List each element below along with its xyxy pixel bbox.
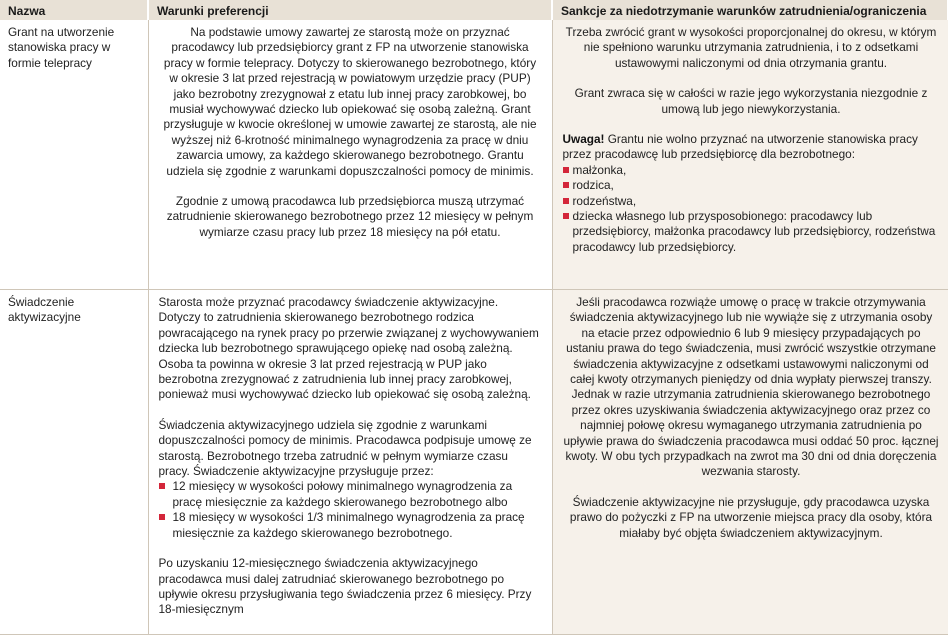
list-item: 18 miesięcy w wysokości 1/3 minimalnego wynagrodzenia za pracę miesięcznie za każdego skierowanego bezrobotnego. bbox=[159, 510, 542, 541]
list-item: rodzeństwa, bbox=[563, 194, 940, 209]
list-item: 12 miesięcy w wysokości połowy minimalnego wynagrodzenia za pracę miesięcznie za każdego skierowanego bezrobotnego albo bbox=[159, 479, 542, 510]
table-header-row bbox=[0, 0, 948, 20]
excluded-list bbox=[563, 163, 940, 255]
paragraph: Po uzyskaniu 12-miesięcznego świadczenia aktywizacyjnego pracodawca musi dalej zatrudniać skierowanego bezrobotnego po upływie okresu przysługiwania tego świadczenia przez 6 miesięcy. Przy 18-miesięcznym bbox=[158, 556, 532, 617]
row-name-text: Grant na utworzenie stanowiska pracy w formie telepracy bbox=[8, 25, 115, 70]
row-name bbox=[0, 290, 148, 635]
row-sanctions bbox=[552, 20, 948, 290]
header-sanctions: Sankcje za niedotrzymanie warunków zatrudnienia/ograniczenia bbox=[552, 0, 948, 20]
header-name: Nazwa bbox=[0, 0, 148, 20]
row-name-text: Świadczenie aktywizacyjne bbox=[8, 295, 81, 325]
list-item: małżonka, bbox=[563, 163, 940, 178]
list-item: rodzica, bbox=[563, 178, 940, 193]
paragraph: Jeśli pracodawca rozwiąże umowę o pracę w trakcie otrzymywania świadczenia aktywizacyjnego lub nie wywiąże się z utrzymania osoby na etacie przez odpowiednio 6 lub 9 miesięcy przypadających po ustaniu prawa do tego świadczenia, musi zwrócić wszystkie otrzymane świadczenia aktywizacyjne z odsetkami ustawowymi naliczonymi od całej kwoty otrzymanych pieniędzy od dnia wypłaty pierwszej transzy. Jednak w razie utrzymania zatrudnienia skierowanego bezrobotnego przez okres uzyskiwania świadczenia aktywizacyjnego oraz przez co najmniej połowę okresu wymaganego utrzymania zatrudnienia po upływie prawa do świadczenia pracodawca musi oddać 50 proc. łącznej kwoty. W obu tych przypadkach na zwrot ma 30 dni od dnia doręczenia wezwania starosty. bbox=[563, 295, 939, 479]
note-paragraph bbox=[563, 132, 940, 163]
row-conditions bbox=[148, 20, 552, 290]
paragraph: Na podstawie umowy zawartej ze starostą może on przyznać pracodawcy lub przedsiębiorcy grant z FP na utworzenie stanowiska pracy w formie telepracy. Dotyczy to skierowanego bezrobotnego, który w okresie 3 lat przed rejestracją w powiatowym urzędzie pracy (PUP) jako bezrobotny zrezygnował z etatu lub innej pracy zarobkowej, bo musiał wychowywać dziecko lub opiekować się osobą zależną. Grant przysługuje w kwocie określonej w umowie zawartej ze starostą, ale nie wyższej niż 6-krotność minimalnego wynagrodzenia za pracę w dniu zawarcia umowy, za każdego skierowanego bezrobotnego. Grantu udziela się zgodnie z warunkami dopuszczalności pomocy de minimis. bbox=[163, 25, 537, 178]
row-name bbox=[0, 20, 148, 290]
paragraph: Trzeba zwrócić grant w wysokości proporcjonalnej do okresu, w którym nie spełniono warunku utrzymania zatrudnienia, i to z odsetkami ustawowymi naliczonymi od dnia otrzymania grantu. bbox=[565, 25, 937, 70]
row-conditions bbox=[148, 290, 552, 635]
note-text: Grantu nie wolno przyznać na utworzenie stanowiska pracy przez pracodawcę lub przedsiębiorcę dla bezrobotnego: bbox=[562, 132, 918, 162]
note-label: Uwaga! bbox=[562, 132, 605, 147]
paragraph: Zgodnie z umową pracodawca lub przedsiębiorca muszą utrzymać zatrudnienie skierowanego bezrobotnego przez 12 miesięcy w pełnym wymiarze czasu pracy lub przez 18 miesięcy na pół etatu. bbox=[166, 194, 534, 239]
list-item: dziecka własnego lub przysposobionego: pracodawcy lub przedsiębiorcy, małżonka pracodawcy lub przedsiębiorcy, rodzeństwa pracodawcy lub przedsiębiorcy. bbox=[563, 209, 940, 255]
paragraph: Świadczenia aktywizacyjnego udziela się zgodnie z warunkami dopuszczalności pomocy de minimis. Pracodawca podpisuje umowę ze starostą. Bezrobotnego trzeba zatrudnić w pełnym wymiarze czasu pracy. Świadczenie aktywizacyjne przysługuje przez: bbox=[158, 417, 532, 479]
paragraph: Grant zwraca się w całości w razie jego wykorzystania niezgodnie z umową lub jego niewykorzystania. bbox=[574, 86, 928, 116]
header-conditions: Warunki preferencji bbox=[148, 0, 552, 20]
benefit-list bbox=[159, 479, 542, 541]
paragraph: Świadczenie aktywizacyjne nie przysługuje, gdy pracodawca uzyska prawo do pożyczki z FP na utworzenie miejsca pracy dla osoby, która miałaby być objęta świadczeniem aktywizacyjnym. bbox=[569, 494, 933, 540]
row-sanctions bbox=[552, 290, 948, 635]
table-row bbox=[0, 20, 948, 290]
table-row bbox=[0, 290, 948, 635]
paragraph: Starosta może przyznać pracodawcy świadczenie aktywizacyjne. Dotyczy to zatrudnienia skierowanego bezrobotnego rodzica powracającego na rynek pracy po przerwie związanej z wychowywaniem dziecka lub bezrobotnego sprawującego opiekę nad osobą zależną. Osoba ta powinna w okresie 3 lat przed rejestracją w PUP jako bezrobotna zrezygnować z zatrudnienia lub innej pracy zarobkowej, ponieważ musi wychowywać dziecko lub opiekować się osobą zależną. bbox=[158, 295, 539, 402]
